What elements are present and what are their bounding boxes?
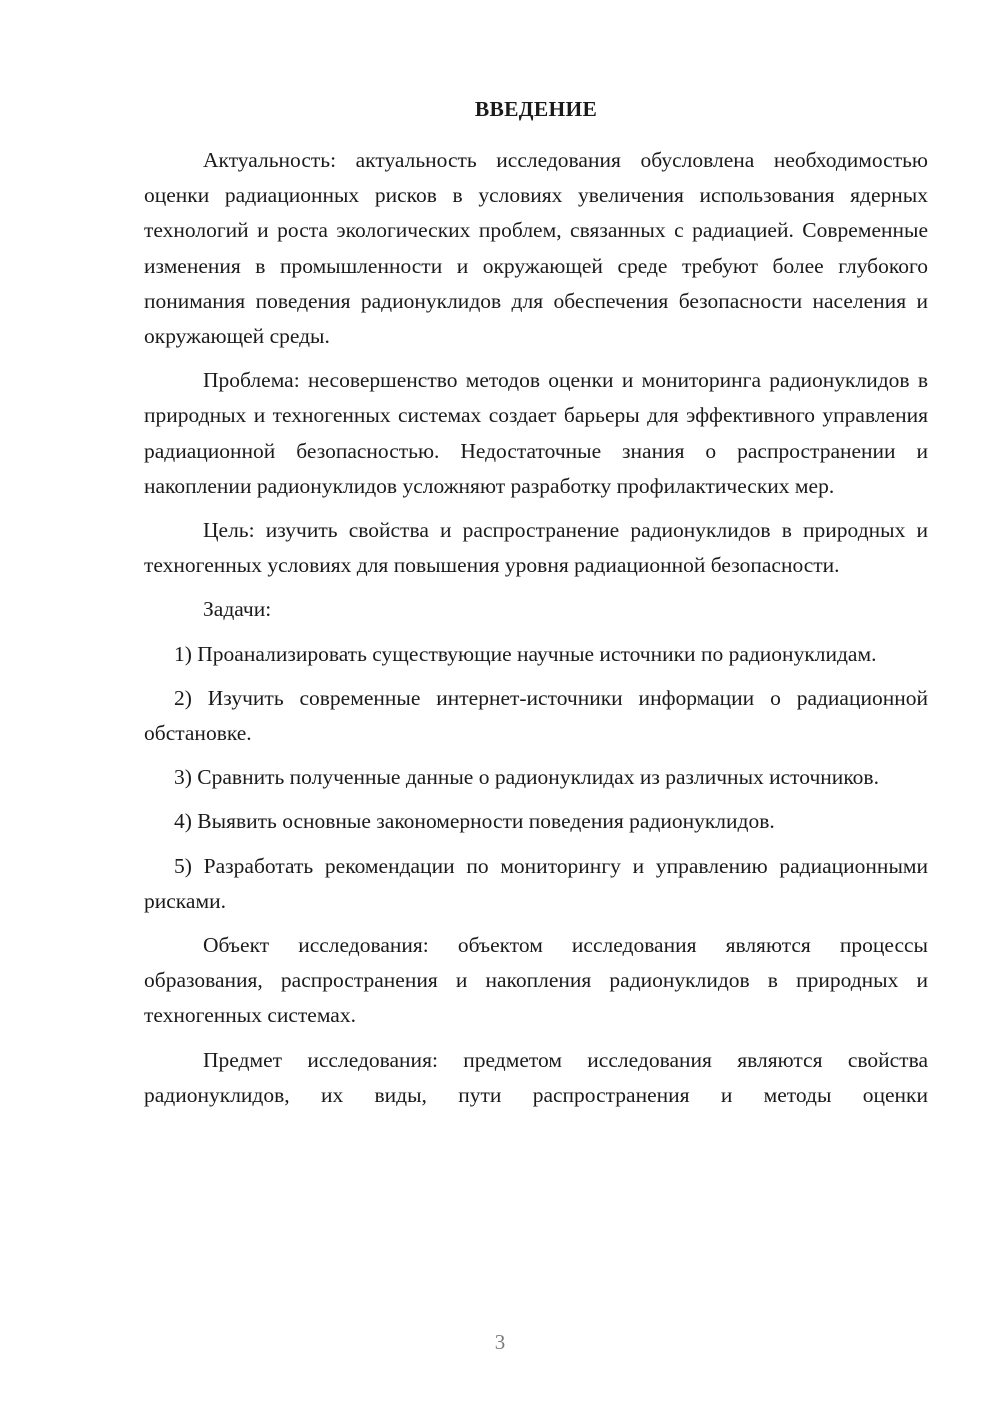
paragraph-goal: Цель: изучить свойства и распространение радионуклидов в природных и техногенных условиях для повышения уровня радиационной безопасности. <box>144 518 928 578</box>
task-item: 2) Изучить современные интернет-источники информации о радиационной обстановке. <box>144 685 928 746</box>
task-item: 5) Разработать рекомендации по мониторингу и управлению радиационными рисками. <box>144 853 928 913</box>
task-item: 4) Выявить основные закономерности поведения радионуклидов. <box>174 809 775 834</box>
paragraph-problem: Проблема: несовершенство методов оценки и мониторинга радионуклидов в природных и техногенных системах создает барьеры для эффективного управления радиационной безопасностью. Недостаточные знания о распространении и накоплении радионуклидов усложняют разработку профилактических мер. <box>144 368 928 498</box>
task-item: 3) Сравнить полученные данные о радионуклидах из различных источников. <box>174 765 879 790</box>
paragraph-relevance: Актуальность: актуальность исследования обусловлена необходимостью оценки радиационных рисков в условиях увеличения использования ядерных технологий и роста экологических проблем, связанных с радиацией. Современные изменения в промышленности и окружающей среде требуют более глубокого понимания поведения радионуклидов для обеспечения безопасности населения и окружающей среды. <box>144 148 928 349</box>
paragraph-subject: Предмет исследования: предметом исследования являются свойства радионуклидов, их виды, пути распространения и методы оценки <box>144 1047 928 1107</box>
paragraph-tasks-label: Задачи: <box>203 597 272 622</box>
document-page <box>144 92 928 1122</box>
task-item: 1) Проанализировать существующие научные источники по радионуклидам. <box>174 641 877 666</box>
section-heading: ВВЕДЕНИЕ <box>474 97 598 121</box>
paragraph-object: Объект исследования: объектом исследования являются процессы образования, распространения и накопления радионуклидов в природных и техногенных системах. <box>144 933 928 1028</box>
page-number: 3 <box>494 1330 506 1354</box>
